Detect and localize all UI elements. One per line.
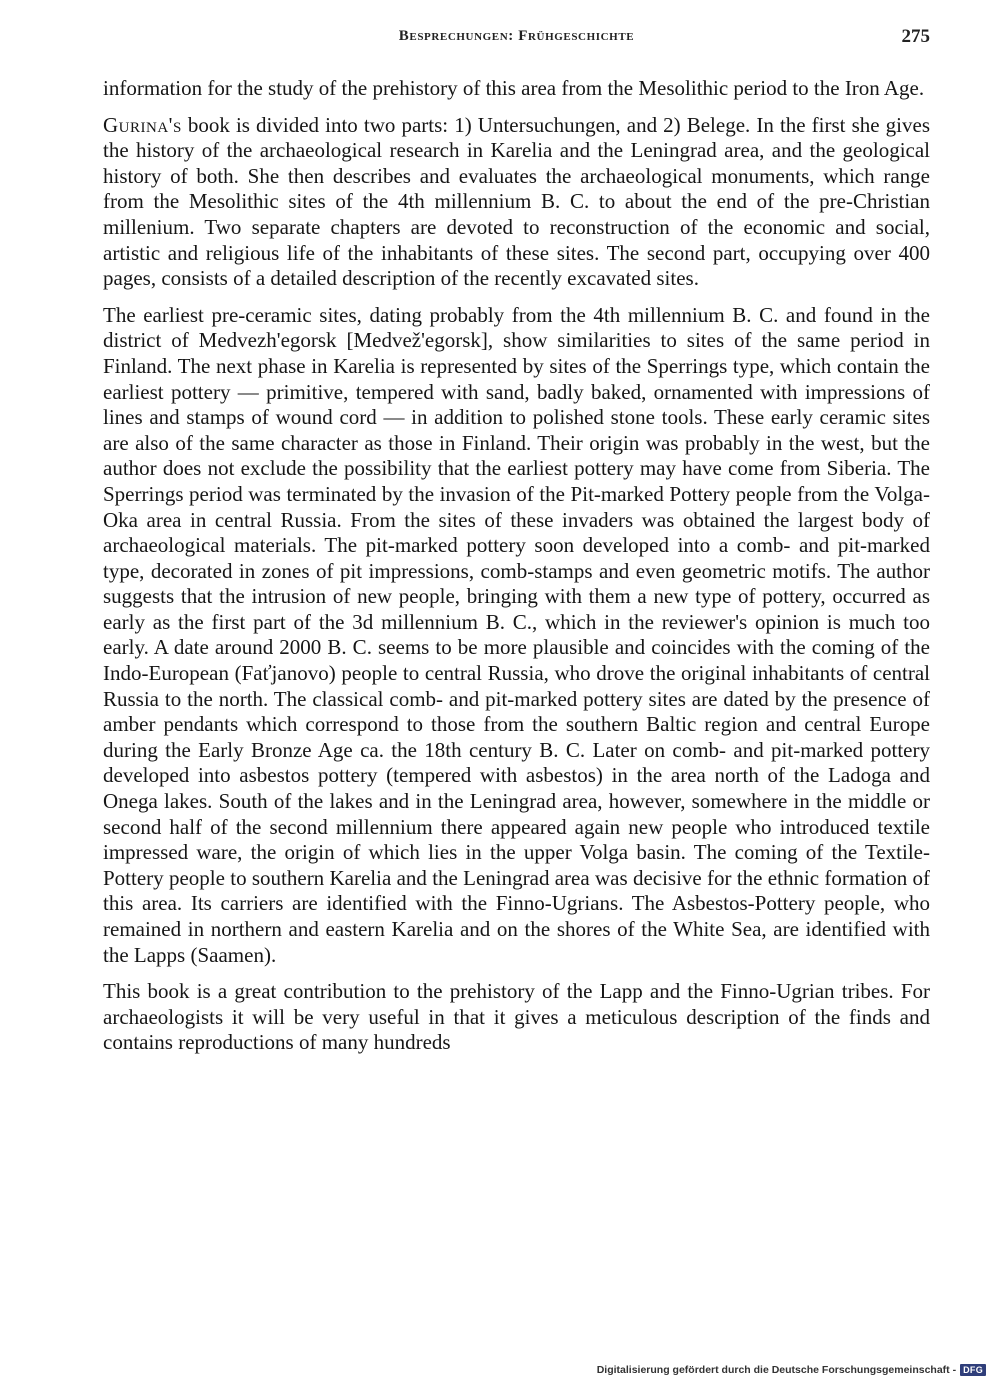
- footer-text: Digitalisierung gefördert durch die Deutsche Forschungsgemeinschaft -: [596, 1364, 957, 1376]
- running-header: [103, 28, 930, 52]
- paragraph-1: [103, 76, 930, 102]
- paragraph-text: book is divided into two parts: 1) Untersuchungen, and 2) Belege. In the first she gives the history of the archaeological research in Karelia and the Leningrad area, and the geological history of both. She then describes and evaluates the archaeological monuments, which range from the Mesolithic sites of the 4th millennium B. C. to about the end of the pre-Christian millenium. Two separate chapters are devoted to reconstruction of the economic and social, artistic and religious life of the inhabitants of these sites. The second part, occupying over 400 pages, consists of a detailed description of the recently excavated sites.: [103, 112, 930, 291]
- body-text: [103, 76, 930, 1067]
- paragraph-text: The earliest pre-ceramic sites, dating probably from the 4th millennium B. C. and found in the district of Medvezh'egorsk [Medvež'egorsk], show similarities to sites of the same period in Finland. The next phase in Karelia is represented by sites of the Sperrings type, which contain the earliest pottery — primitive, tempered with sand, badly baked, ornamented with impressions of lines and stamps of wound cord — in addition to polished stone tools. These early ceramic sites are also of the same character as those in Finland. Their origin was probably in the west, but the author does not exclude the possibility that the earliest pottery may have come from Siberia. The Sperrings period was terminated by the invasion of the Pit-marked Pottery people from the Volga-Oka area in central Russia. From the sites of these invaders was obtained the largest body of archaeological materials. The pit-marked pottery soon developed into a comb- and pit-marked type, decorated in zones of pit impressions, comb-stamps and even geometric motifs. The author suggests that the intrusion of new people, bringing with them a new type of pottery, occurred as early as the first part of the 3d millennium B. C., which in the reviewer's opinion is much too early. A date around 2000 B. C. seems to be more plausible and coincides with the coming of the Indo-European (Faťjanovo) people to central Russia, who drove the original inhabitants of central Russia to the north. The classical comb- and pit-marked pottery sites are dated by the presence of amber pendants which correspond to those from the southern Baltic region and central Europe during the Early Bronze Age ca. the 18th century B. C. Later on comb- and pit-marked pottery developed into asbestos pottery (tempered with asbestos) in the area north of the Ladoga and Onega lakes. South of the lakes and in the Leningrad area, however, somewhere in the middle or second half of the second millennium there appeared again new people who introduced textile impressed ware, the origin of which lies in the upper Volga basin. The coming of the Textile-Pottery people to southern Karelia and the Leningrad area was decisive for the ethnic formation of this area. Its carriers are identified with the Finno-Ugrians. The Asbestos-Pottery people, who remained in northern and eastern Karelia and on the shores of the White Sea, are identified with the Lapps (Saamen).: [103, 302, 930, 967]
- digitization-footer: [597, 1364, 986, 1376]
- paragraph-4: [103, 979, 930, 1056]
- page-number: 275: [901, 26, 930, 47]
- paragraph-3: [103, 303, 930, 968]
- dfg-logo-icon: DFG: [960, 1364, 986, 1376]
- paragraph-text: This book is a great contribution to the prehistory of the Lapp and the Finno-Ugrian tribes. For archaeologists it will be very useful in that it gives a meticulous description of the finds and contains reproductions of many hundreds: [103, 979, 930, 1055]
- paragraph-text: information for the study of the prehistory of this area from the Mesolithic period to the Iron Age.: [103, 76, 925, 100]
- running-header-title: Besprechungen: Frühgeschichte: [398, 28, 635, 44]
- paragraph-2: [103, 113, 930, 292]
- author-name: Gurina's: [103, 112, 182, 137]
